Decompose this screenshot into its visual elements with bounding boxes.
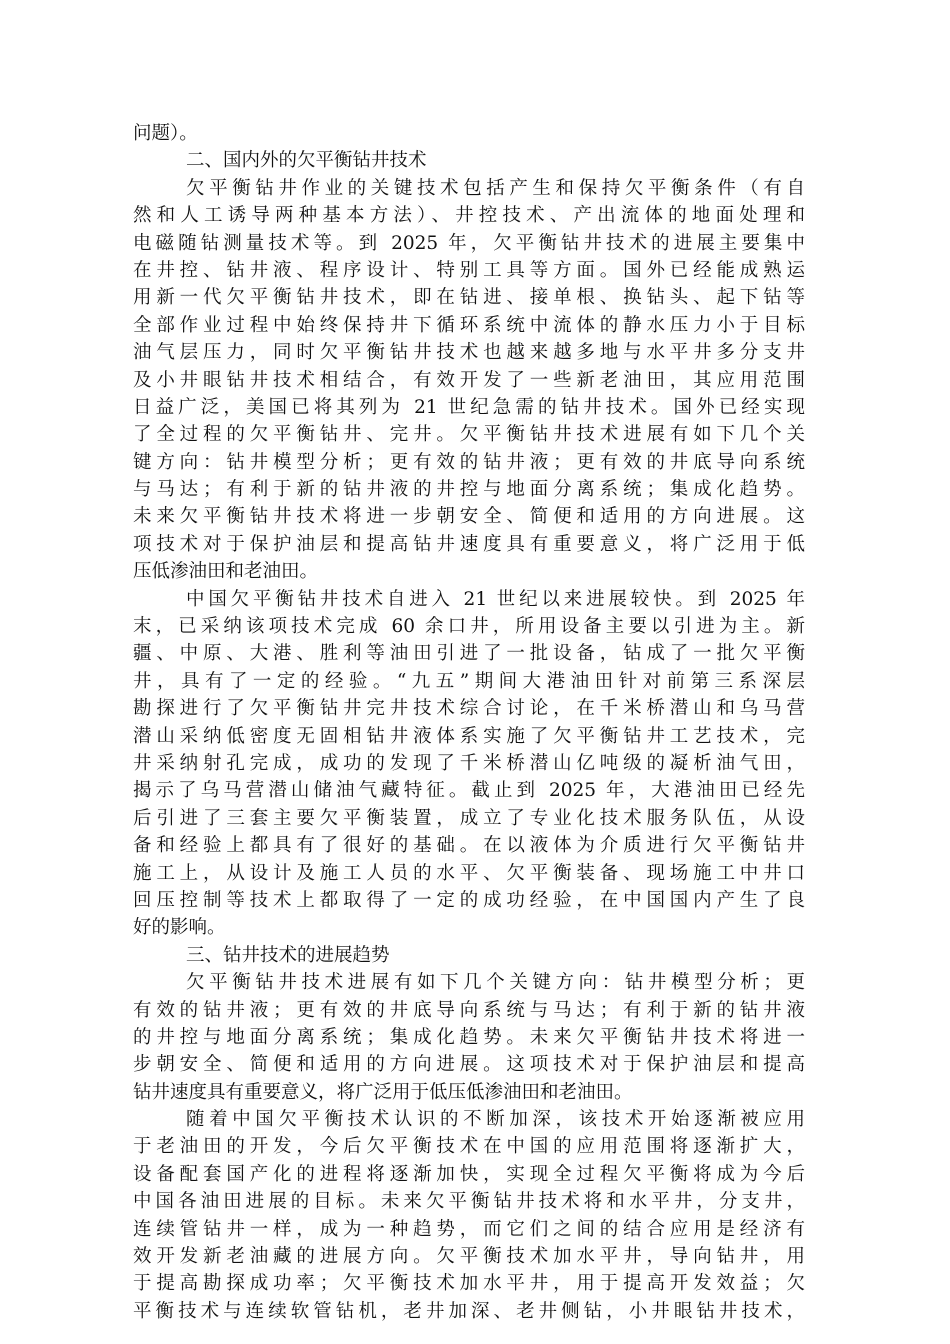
text-line: 中国欠平衡钻井技术自进入 21 世纪以来进展较快。到 2025 年 xyxy=(186,588,805,610)
text-line: 步朝安全、简便和适用的方向进展。这项技术对于保护油层和提高 xyxy=(133,1054,805,1076)
text-line: 施工上，从设计及施工人员的水平、欠平衡装备、现场施工中井口 xyxy=(133,862,805,884)
text-line: 中国各油田进展的目标。未来欠平衡钻井技术将和水平井，分支井， xyxy=(133,1191,805,1213)
text-line: 疆、中原、大港、胜利等油田引进了一批设备，钻成了一批欠平衡 xyxy=(133,643,805,665)
text-line: 设备配套国产化的进程将逐渐加快，实现全过程欠平衡将成为今后 xyxy=(133,1163,805,1185)
text-line: 有效的钻井液；更有效的井底导向系统与马达；有利于新的钻井液 xyxy=(133,999,805,1021)
text-line: 连续管钻井一样，成为一种趋势，而它们之间的结合应用是经济有 xyxy=(133,1218,805,1240)
text-line: 潜山采纳低密度无固相钻井液体系实施了欠平衡钻井工艺技术，完 xyxy=(133,725,805,747)
text-line: 了全过程的欠平衡钻井、完井。欠平衡钻井技术进展有如下几个关 xyxy=(133,424,805,446)
text-line: 回压控制等技术上都取得了一定的成功经验，在中国国内产生了良 xyxy=(133,889,805,911)
text-line: 平衡技术与连续软管钻机，老井加深、老井侧钻，小井眼钻井技术， xyxy=(133,1300,805,1322)
text-line: 欠平衡钻井技术进展有如下几个关键方向：钻井模型分析；更 xyxy=(186,972,805,994)
text-line: 电磁随钻测量技术等。到 2025 年，欠平衡钻井技术的进展主要集中 xyxy=(133,232,805,254)
text-line: 用新一代欠平衡钻井技术，即在钻进、接单根、换钻头、起下钻等 xyxy=(133,287,805,309)
text-line: 后引进了三套主要欠平衡装置，成立了专业化技术服务队伍，从设 xyxy=(133,807,805,829)
text-line: 井采纳射孔完成，成功的发现了千米桥潜山亿吨级的凝析油气田， xyxy=(133,752,805,774)
text-line: 及小井眼钻井技术相结合，有效开发了一些新老油田，其应用范围 xyxy=(133,369,805,391)
text-line: 油气层压力，同时欠平衡钻井技术也越来越多地与水平井多分支井 xyxy=(133,342,805,364)
text-line: 在井控、钻井液、程序设计、特别工具等方面。国外已经能成熟运 xyxy=(133,259,805,281)
text-line: 问题）。 xyxy=(133,123,198,144)
text-line: 的井控与地面分离系统；集成化趋势。未来欠平衡钻井技术将进一 xyxy=(133,1026,805,1048)
text-line: 压低渗油田和老油田。 xyxy=(133,561,319,583)
text-line: 效开发新老油藏的进展方向。欠平衡技术加水平井，导向钻井，用 xyxy=(133,1246,805,1268)
text-line: 于老油田的开发，今后欠平衡技术在中国的应用范围将逐渐扩大， xyxy=(133,1136,805,1158)
text-line: 备和经验上都具有了很好的基础。在以液体为介质进行欠平衡钻井 xyxy=(133,835,805,857)
text-line: 二、国内外的欠平衡钻井技术 xyxy=(186,150,427,172)
text-line: 末，已采纳该项技术完成 60 余口井，所用设备主要以引进为主。新 xyxy=(133,616,805,638)
document-body xyxy=(133,120,805,1325)
text-line: 井，具有了一定的经验。“九五”期间大港油田针对前第三系深层 xyxy=(133,670,805,692)
text-line: 钻井速度具有重要意义，将广泛用于低压低渗油田和老油田。 xyxy=(133,1081,633,1103)
text-line: 勘探进行了欠平衡钻井完井技术综合讨论，在千米桥潜山和乌马营 xyxy=(133,698,805,720)
text-line: 未来欠平衡钻井技术将进一步朝安全、简便和适用的方向进展。这 xyxy=(133,506,805,528)
text-line: 随着中国欠平衡技术认识的不断加深，该技术开始逐渐被应用 xyxy=(186,1109,805,1131)
text-line: 与马达；有利于新的钻井液的井控与地面分离系统；集成化趋势。 xyxy=(133,479,805,501)
text-line: 欠平衡钻井作业的关键技术包括产生和保持欠平衡条件（有自 xyxy=(186,177,805,199)
text-line: 全部作业过程中始终保持井下循环系统中流体的静水压力小于目标 xyxy=(133,314,805,336)
text-line: 然和人工诱导两种基本方法）、井控技术、产出流体的地面处理和 xyxy=(133,205,805,227)
text-line: 日益广泛，美国已将其列为 21 世纪急需的钻井技术。国外已经实现 xyxy=(133,396,805,418)
text-line: 好的影响。 xyxy=(133,917,226,939)
text-line: 于提高勘探成功率；欠平衡技术加水平井，用于提高开发效益；欠 xyxy=(133,1273,805,1295)
text-line: 项技术对于保护油层和提高钻井速度具有重要意义，将广泛用于低 xyxy=(133,533,805,555)
text-line: 键方向：钻井模型分析；更有效的钻井液；更有效的井底导向系统 xyxy=(133,451,805,473)
text-line: 三、钻井技术的进展趋势 xyxy=(186,944,390,966)
text-line: 揭示了乌马营潜山储油气藏特征。截止到 2025 年，大港油田已经先 xyxy=(133,780,805,802)
